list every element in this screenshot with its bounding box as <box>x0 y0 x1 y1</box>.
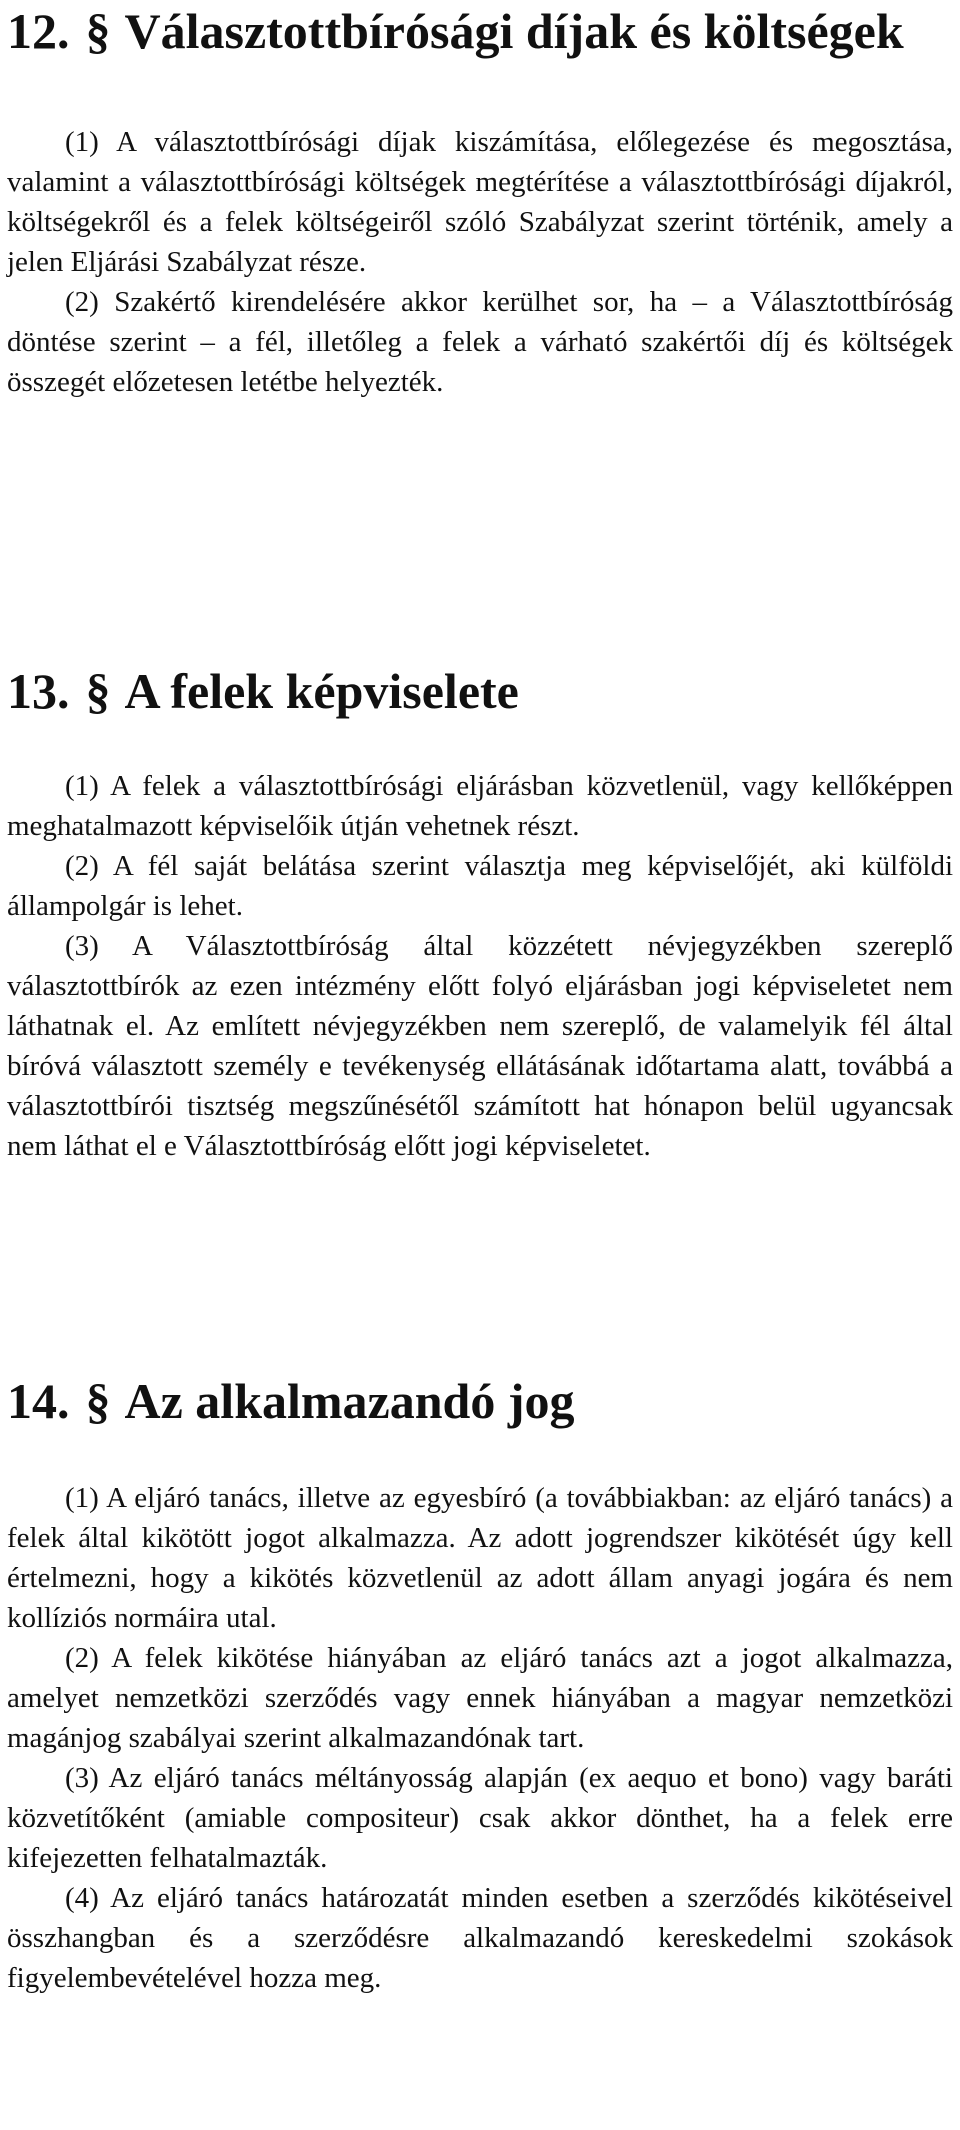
section-heading <box>7 0 953 62</box>
section-number: 13. <box>7 663 70 719</box>
section-sign: § <box>85 3 111 59</box>
paragraph: (2) Szakértő kirendelésére akkor kerülhet sor, ha – a Választottbíróság döntése szerint – a fél, illetőleg a felek a várható szakértői díj és költségek összegét előzetesen letétbe helyezték. <box>7 286 953 398</box>
section-heading <box>7 660 953 722</box>
paragraph: (4) Az eljáró tanács határozatát minden esetben a szerződés kikötéseivel összhangban és a szerződésre alkalmazandó kereskedelmi szokások figyelembevételével hozza meg. <box>7 1882 953 1994</box>
section-title: Az alkalmazandó jog <box>124 1373 575 1429</box>
section-body <box>7 122 953 402</box>
section-sign: § <box>85 663 111 719</box>
section-13 <box>7 660 953 1166</box>
section-title: Választottbírósági díjak és költségek <box>124 3 904 59</box>
paragraph: (1) A felek a választottbírósági eljárásban közvetlenül, vagy kellőképpen meghatalmazott képviselőik útján vehetnek részt. <box>7 770 953 842</box>
section-sign: § <box>85 1373 111 1429</box>
section-number: 12. <box>7 3 70 59</box>
paragraph: (1) A választottbírósági díjak kiszámítása, előlegezése és megosztása, valamint a választottbírósági költségek megtérítése a választottbírósági díjakról, költségekről és a felek költségeiről szóló Szabályzat szerint történik, amely a jelen Eljárási Szabályzat része. <box>7 126 953 278</box>
section-body <box>7 1478 953 1998</box>
paragraph: (3) A Választottbíróság által közzétett névjegyzékben szereplő választottbírók az ezen intézmény előtt folyó eljárásban jogi képviseletet nem láthatnak el. Az említett névjegyzékben nem szereplő, de valamelyik fél által bíróvá választott személy e tevékenység ellátásának időtartama alatt, továbbá a választottbírói tisztség megszűnésétől számított hat hónapon belül ugyancsak nem láthat el e Választottbíróság előtt jogi képviseletet. <box>7 930 953 1162</box>
paragraph: (2) A felek kikötése hiányában az eljáró tanács azt a jogot alkalmazza, amelyet nemzetközi szerződés vagy ennek hiányában a magyar nemzetközi magánjog szabályai szerint alkalmazandónak tart. <box>7 1642 953 1754</box>
section-12 <box>7 0 953 402</box>
paragraph: (2) A fél saját belátása szerint választja meg képviselőjét, aki külföldi állampolgár is lehet. <box>7 850 953 922</box>
section-14 <box>7 1370 953 1998</box>
section-heading <box>7 1370 953 1432</box>
paragraph: (1) A eljáró tanács, illetve az egyesbíró (a továbbiakban: az eljáró tanács) a felek által kikötött jogot alkalmazza. Az adott jogrendszer kikötését úgy kell értelmezni, hogy a kikötés közvetlenül az adott állam anyagi jogára és nem kollíziós normáira utal. <box>7 1482 953 1634</box>
section-number: 14. <box>7 1373 70 1429</box>
paragraph: (3) Az eljáró tanács méltányosság alapján (ex aequo et bono) vagy baráti közvetítőként (amiable compositeur) csak akkor dönthet, ha a felek erre kifejezetten felhatalmazták. <box>7 1762 953 1874</box>
section-body <box>7 766 953 1166</box>
section-title: A felek képviselete <box>124 663 519 719</box>
